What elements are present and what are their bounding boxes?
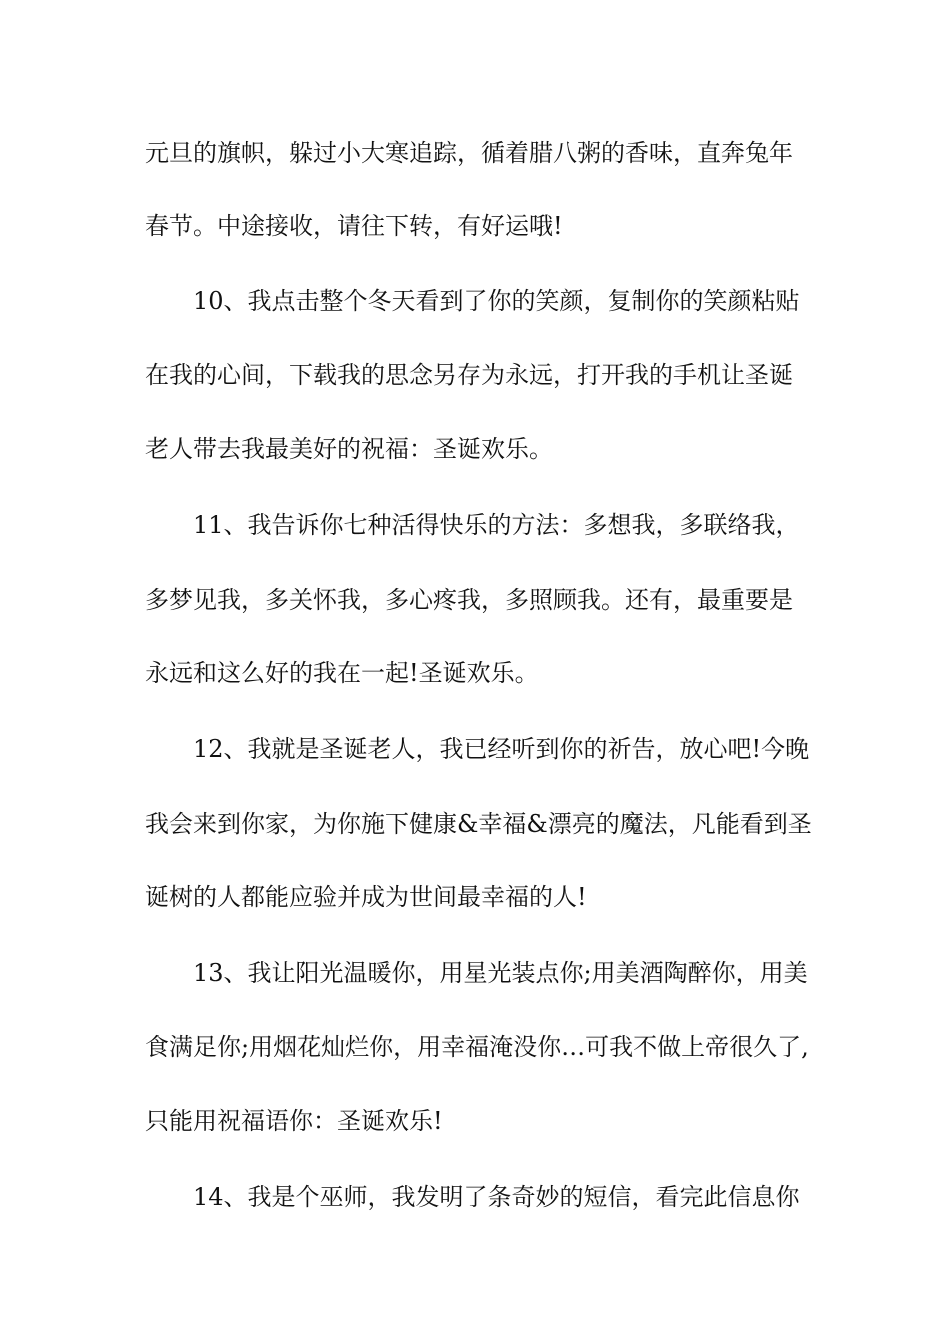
text-line: 元旦的旗帜，躲过小大寒追踪，循着腊八粥的香味，直奔兔年 (145, 139, 793, 167)
text-line: 老人带去我最美好的祝福：圣诞欢乐。 (145, 435, 553, 463)
paragraph-14-start: 14、我是个巫师，我发明了条奇妙的短信，看完此信息你 (193, 1183, 800, 1211)
paragraph-12-start: 12、我就是圣诞老人，我已经听到你的祈告，放心吧!今晚 (193, 735, 810, 763)
text-line: 永远和这么好的我在一起!圣诞欢乐。 (145, 659, 539, 687)
text-line: 我会来到你家，为你施下健康&幸福&漂亮的魔法，凡能看到圣 (145, 810, 812, 838)
text-line: 在我的心间，下载我的思念另存为永远，打开我的手机让圣诞 (145, 361, 793, 389)
paragraph-11-start: 11、我告诉你七种活得快乐的方法：多想我，多联络我， (193, 511, 800, 539)
paragraph-10-start: 10、我点击整个冬天看到了你的笑颜，复制你的笑颜粘贴 (193, 287, 800, 315)
paragraph-13-start: 13、我让阳光温暖你，用星光装点你;用美酒陶醉你，用美 (193, 959, 808, 987)
text-line: 春节。中途接收，请往下转，有好运哦! (145, 212, 563, 240)
text-line: 多梦见我，多关怀我，多心疼我，多照顾我。还有，最重要是 (145, 586, 793, 614)
text-line: 食满足你;用烟花灿烂你，用幸福淹没你…可我不做上帝很久了, (145, 1033, 809, 1061)
text-line: 诞树的人都能应验并成为世间最幸福的人! (145, 883, 587, 911)
text-line: 只能用祝福语你：圣诞欢乐! (145, 1107, 443, 1135)
